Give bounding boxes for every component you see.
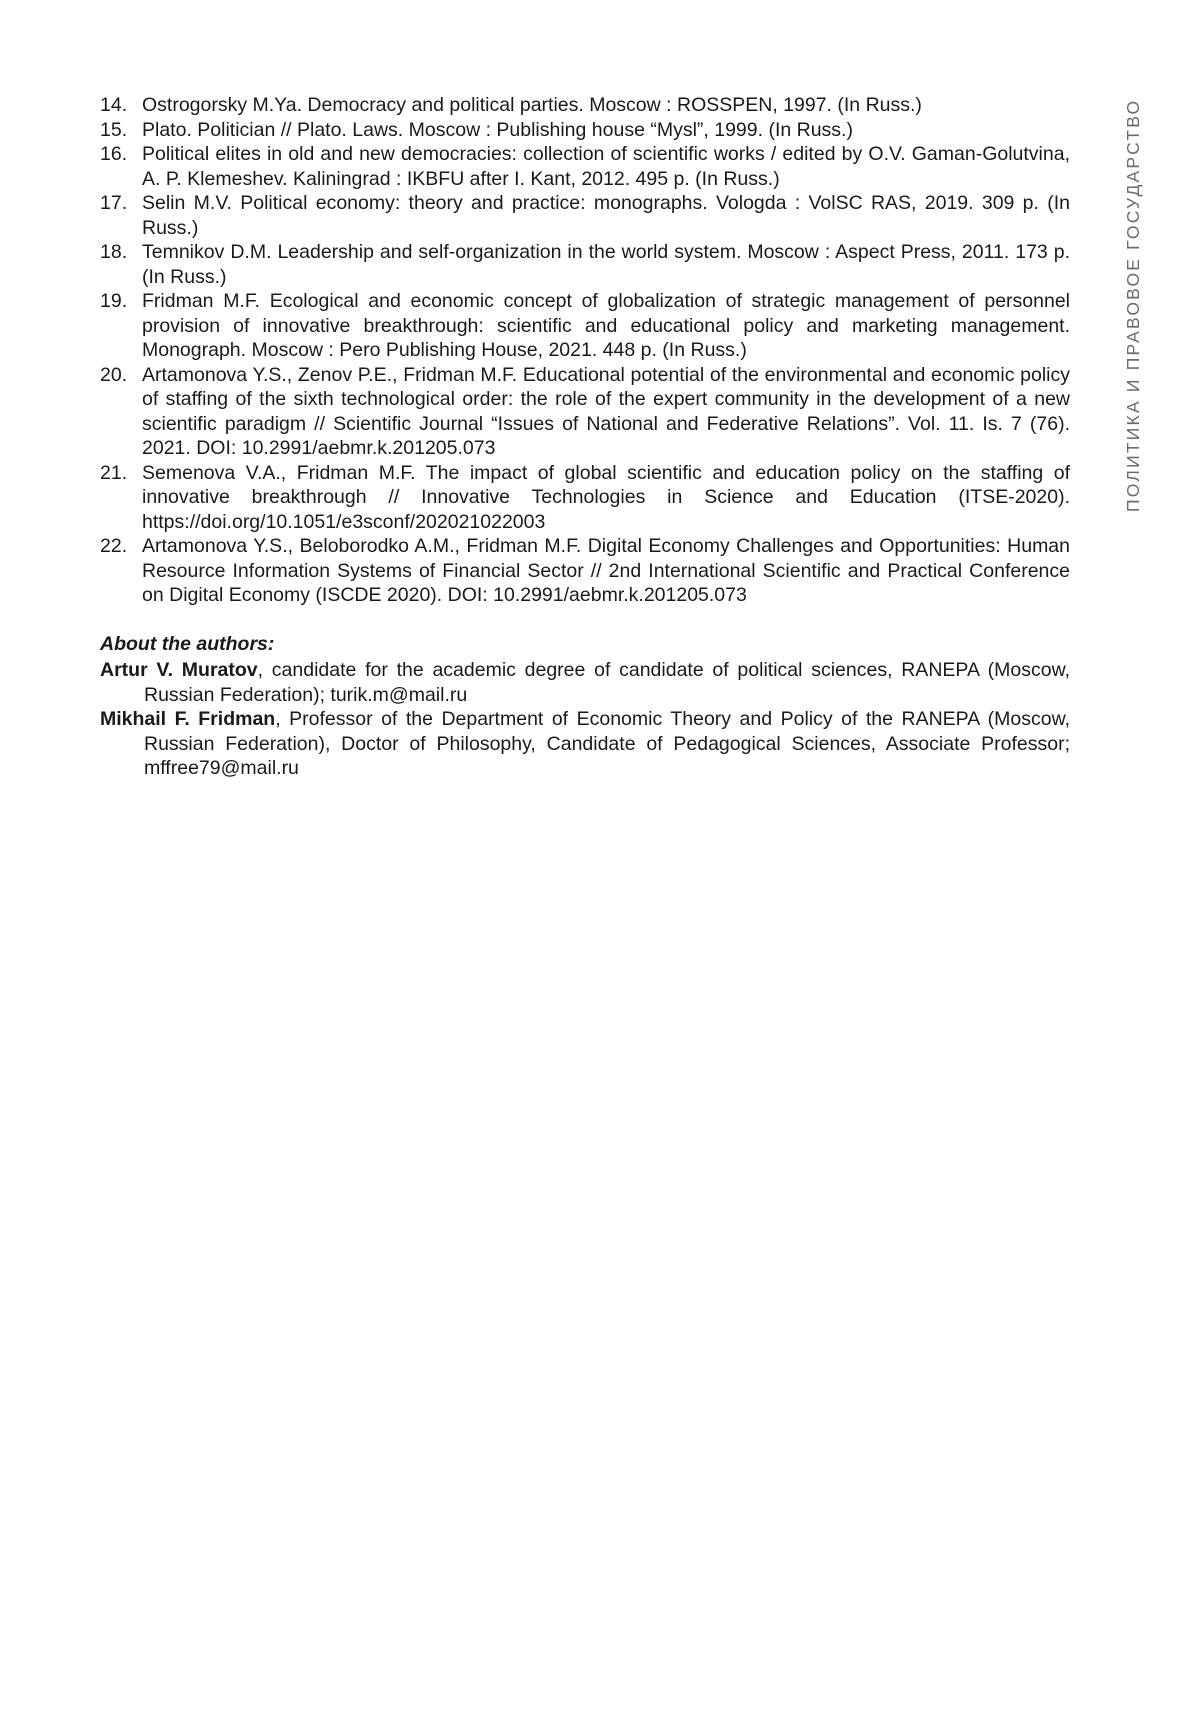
reference-item <box>100 289 1070 363</box>
reference-text: Temnikov D.M. Leadership and self-organization in the world system. Moscow : Aspect Press, 2011. 173 p. (In Russ.) <box>142 240 1070 289</box>
author-name: Artur V. Muratov <box>100 659 258 681</box>
reference-number: 19. <box>100 289 127 314</box>
reference-item <box>100 191 1070 240</box>
author-details: , candidate for the academic degree of candidate of political sciences, RANEPA (Moscow, Russian Federation); turik.m@mail.ru <box>144 659 1070 706</box>
reference-number: 14. <box>100 93 127 118</box>
author-entry <box>100 658 1070 707</box>
reference-text: Semenova V.A., Fridman M.F. The impact of global scientific and education policy on the staffing of innovative breakthrough // Innovative Technologies in Science and Education (ITSE-2020). https://doi.org/10.1051/e3sconf/202021022003 <box>142 461 1070 535</box>
reference-number: 17. <box>100 191 127 216</box>
reference-number: 15. <box>100 118 127 143</box>
document-page <box>0 0 1200 1710</box>
reference-item <box>100 534 1070 608</box>
reference-item <box>100 240 1070 289</box>
reference-number: 18. <box>100 240 127 265</box>
reference-item <box>100 461 1070 535</box>
author-details: , Professor of the Department of Economic Theory and Policy of the RANEPA (Moscow, Russian Federation), Doctor of Philosophy, Candidate of Pedagogical Sciences, Associate Professor; mffree79@mail.ru <box>144 708 1070 779</box>
reference-text: Political elites in old and new democracies: collection of scientific works / edited by O.V. Gaman-Golutvina, A. P. Klemeshev. Kaliningrad : IKBFU after I. Kant, 2012. 495 p. (In Russ.) <box>142 142 1070 191</box>
reference-text: Ostrogorsky M.Ya. Democracy and political parties. Moscow : ROSSPEN, 1997. (In Russ.) <box>142 93 1070 118</box>
about-authors-heading: About the authors: <box>100 632 1070 657</box>
reference-number: 20. <box>100 363 127 388</box>
reference-number: 22. <box>100 534 127 559</box>
reference-text: Selin M.V. Political economy: theory and practice: monographs. Vologda : VolSC RAS, 2019. 309 p. (In Russ.) <box>142 191 1070 240</box>
reference-number: 21. <box>100 461 127 486</box>
reference-text: Artamonova Y.S., Zenov P.E., Fridman M.F. Educational potential of the environmental and economic policy of staffing of the sixth technological order: the role of the expert community in the development of a new scientific paradigm // Scientific Journal “Issues of National and Federative Relations”. Vol. 11. Is. 7 (76). 2021. DOI: 10.2991/aebmr.k.201205.073 <box>142 363 1070 461</box>
reference-item <box>100 118 1070 143</box>
page-content <box>100 93 1070 781</box>
reference-number: 16. <box>100 142 127 167</box>
reference-item <box>100 142 1070 191</box>
reference-text: Fridman M.F. Ecological and economic concept of globalization of strategic management of personnel provision of innovative breakthrough: scientific and educational policy and marketing management. Monograph. Moscow : Pero Publishing House, 2021. 448 p. (In Russ.) <box>142 289 1070 363</box>
reference-item <box>100 363 1070 461</box>
journal-side-title: ПОЛИТИКА И ПРАВОВОЕ ГОСУДАРСТВО <box>1123 99 1144 512</box>
reference-text: Artamonova Y.S., Beloborodko A.M., Fridman M.F. Digital Economy Challenges and Opportunities: Human Resource Information Systems of Financial Sector // 2nd International Scientific and Practical Conference on Digital Economy (ISCDE 2020). DOI: 10.2991/aebmr.k.201205.073 <box>142 534 1070 608</box>
reference-item <box>100 93 1070 118</box>
author-name: Mikhail F. Fridman <box>100 708 275 730</box>
reference-list <box>100 93 1070 608</box>
about-authors-section <box>100 632 1070 781</box>
reference-text: Plato. Politician // Plato. Laws. Moscow : Publishing house “Mysl”, 1999. (In Russ.) <box>142 118 1070 143</box>
author-entry <box>100 707 1070 781</box>
